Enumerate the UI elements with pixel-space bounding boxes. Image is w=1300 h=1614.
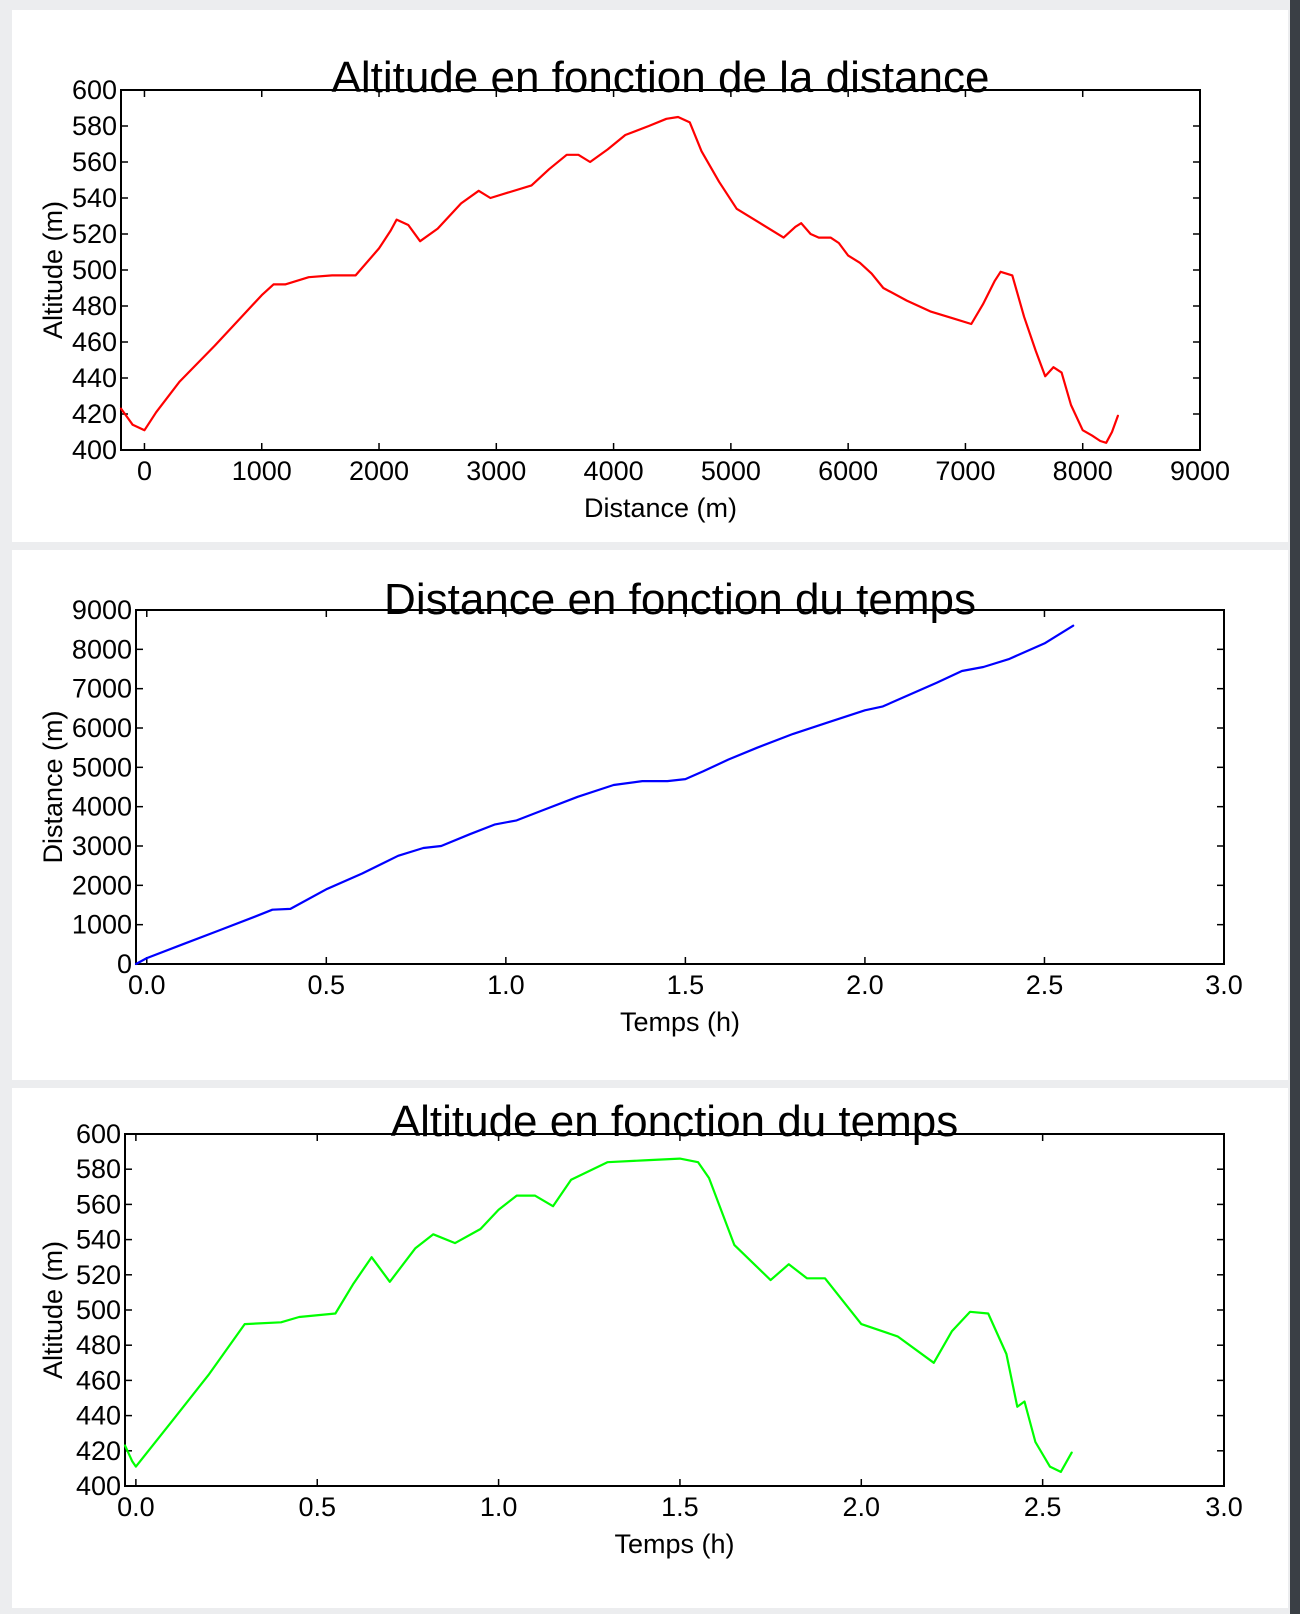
x-tick-label: 3000 (466, 456, 527, 486)
series-line (125, 1159, 1072, 1472)
y-tick-label: 400 (71, 435, 117, 465)
y-tick-label: 3000 (71, 831, 132, 861)
chart-panel-altitude-temps (12, 1088, 1288, 1608)
y-tick-label: 520 (71, 219, 117, 249)
x-axis-label: Distance (m) (583, 493, 738, 523)
y-tick-label: 400 (75, 1471, 121, 1501)
x-tick-label: 0.5 (307, 970, 346, 1000)
y-tick-label: 2000 (71, 870, 132, 901)
y-tick-label: 540 (71, 183, 117, 213)
x-axis-label: Temps (h) (619, 1007, 741, 1037)
y-axis-label: Altitude (m) (38, 200, 68, 340)
x-tick-label: 0 (136, 456, 152, 486)
chart-distance-vs-temps (12, 550, 1288, 1080)
chart-panel-distance-temps (12, 550, 1288, 1080)
y-tick-label: 560 (75, 1189, 121, 1220)
y-axis-label: Distance (m) (38, 710, 68, 864)
x-tick-label: 2.0 (842, 1492, 881, 1522)
x-tick-label: 1000 (231, 456, 292, 486)
chart-altitude-vs-temps (12, 1088, 1288, 1608)
plot-area (121, 90, 1200, 450)
x-tick-label: 1.5 (661, 1492, 699, 1522)
window-edge (1290, 0, 1300, 1614)
x-tick-label: 7000 (935, 456, 996, 486)
y-tick-label: 580 (75, 1154, 121, 1185)
y-tick-label: 420 (75, 1435, 121, 1466)
chart-title: Altitude en fonction du temps (390, 1097, 959, 1146)
x-tick-label: 2.5 (1025, 970, 1064, 1000)
y-tick-label: 9000 (71, 595, 132, 625)
y-tick-label: 520 (75, 1259, 121, 1290)
y-tick-label: 7000 (71, 673, 132, 704)
x-tick-label: 2.0 (846, 970, 884, 1000)
x-tick-label: 1.0 (487, 970, 525, 1000)
y-axis-label: Altitude (m) (38, 1240, 68, 1380)
x-tick-label: 4000 (583, 456, 644, 486)
y-tick-label: 8000 (71, 634, 132, 665)
chart-title: Altitude en fonction de la distance (331, 53, 990, 102)
y-tick-label: 560 (71, 147, 117, 177)
y-tick-label: 420 (71, 399, 117, 429)
y-tick-label: 0 (116, 949, 132, 979)
y-tick-label: 1000 (71, 909, 132, 940)
x-tick-label: 3.0 (1205, 970, 1243, 1000)
x-tick-label: 0.0 (127, 970, 166, 1000)
y-tick-label: 5000 (71, 752, 132, 783)
x-tick-label: 8000 (1052, 456, 1113, 486)
x-tick-label: 1.0 (479, 1492, 518, 1522)
x-tick-label: 0.5 (298, 1492, 337, 1522)
y-tick-label: 600 (71, 75, 117, 105)
y-tick-label: 460 (75, 1365, 121, 1396)
chart-panel-altitude-distance (12, 10, 1288, 542)
x-tick-label: 6000 (818, 456, 879, 486)
y-tick-label: 500 (75, 1295, 121, 1325)
chart-title: Distance en fonction du temps (384, 575, 976, 624)
x-tick-label: 5000 (700, 456, 761, 486)
plot-area (136, 610, 1224, 964)
y-tick-label: 600 (75, 1119, 121, 1149)
x-tick-label: 2.5 (1023, 1492, 1062, 1522)
x-tick-label: 9000 (1169, 456, 1231, 486)
y-tick-label: 500 (71, 255, 117, 285)
y-tick-label: 4000 (71, 791, 132, 822)
x-tick-label: 1.5 (666, 970, 705, 1000)
y-tick-label: 6000 (71, 713, 132, 743)
x-tick-label: 0.0 (117, 1492, 155, 1522)
y-tick-label: 440 (71, 363, 117, 393)
x-tick-label: 3.0 (1205, 1492, 1243, 1522)
y-tick-label: 440 (75, 1400, 121, 1431)
x-tick-label: 2000 (348, 456, 410, 486)
chart-altitude-vs-distance (12, 10, 1288, 542)
x-axis-label: Temps (h) (614, 1529, 735, 1559)
y-tick-label: 540 (75, 1224, 121, 1255)
y-tick-label: 580 (71, 111, 117, 141)
series-line (136, 626, 1073, 964)
y-tick-label: 460 (71, 327, 117, 357)
series-line (121, 117, 1118, 443)
y-tick-label: 480 (71, 291, 117, 321)
plot-area (125, 1134, 1224, 1486)
y-tick-label: 480 (75, 1330, 121, 1361)
